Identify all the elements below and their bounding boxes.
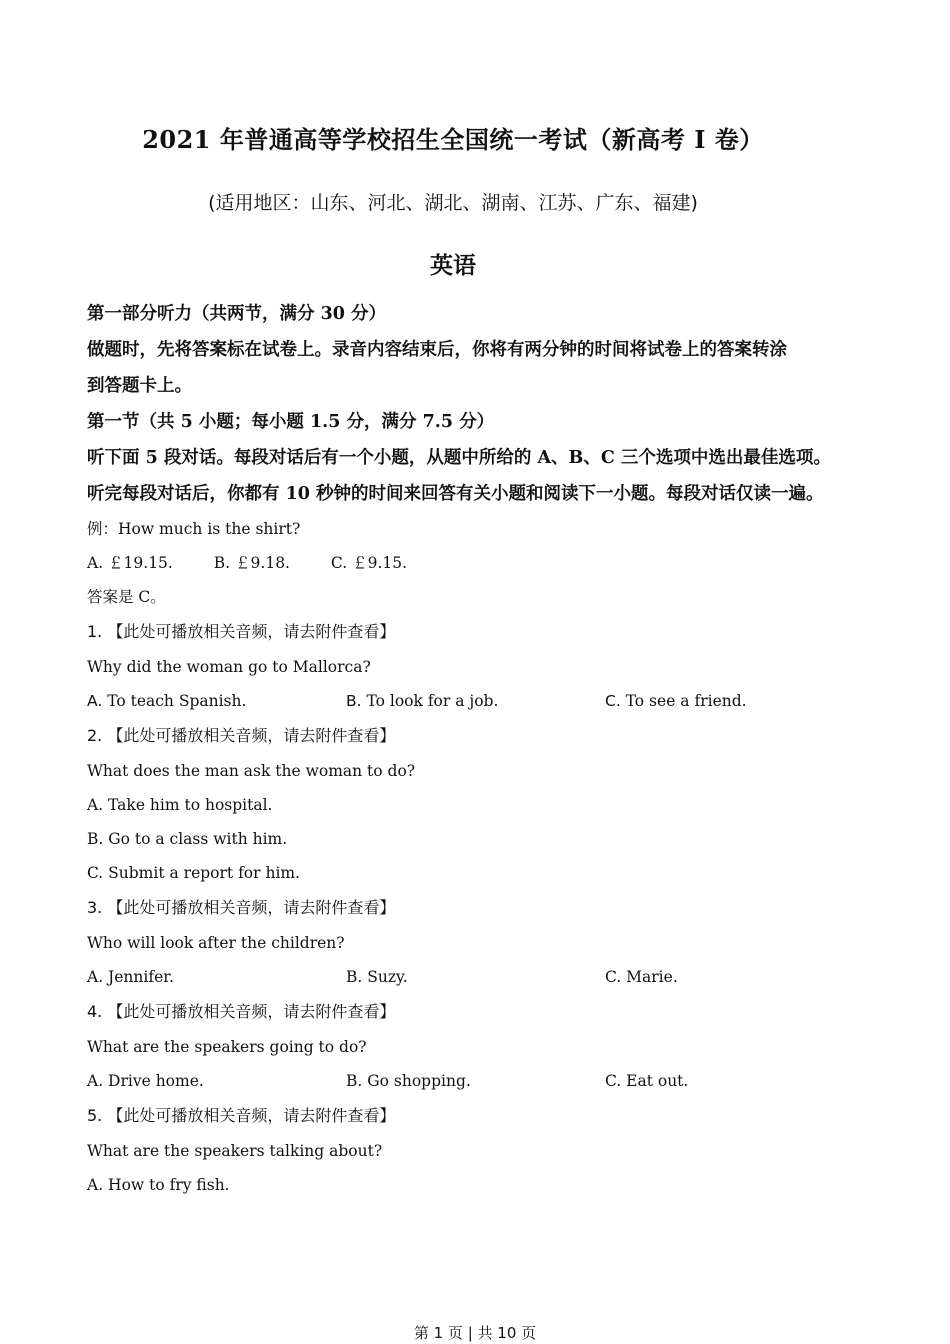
example-option-c: C. ￡9.15. [330,554,408,572]
option-text: To look for a job. [361,692,499,710]
question-4-options [87,1064,887,1098]
section1-heading: 第一节（共 5 小题；每小题 1.5 分，满分 7.5 分） [87,412,495,432]
question-1-option-b [346,684,605,718]
question-3-option-b: B. Suzy. [346,968,408,986]
option-letter: A. [87,692,103,710]
example-option-b: B. ￡9.18. [213,554,290,572]
example-question: 例：How much is the shirt? [87,520,301,538]
section1-instruction-line1: 听下面 5 段对话。每段对话后有一个小题，从题中所给的 A、B、C 三个选项中选出最佳选项。 [87,448,831,468]
example-options [87,546,887,580]
part1-block [87,296,887,512]
subject-title: 英语 [430,252,476,279]
question-2-option-a: A. Take him to hospital. [87,796,273,814]
question-5-text: What are the speakers talking about? [87,1142,383,1160]
page-title: 2021 年普通高等学校招生全国统一考试（新高考 I 卷） [142,125,764,154]
question-4-option-c: C. Eat out. [605,1072,689,1090]
question-2-text: What does the man ask the woman to do? [87,762,416,780]
question-3-option-a: A. Jennifer. [87,968,174,986]
option-letter: C. [605,692,621,710]
question-3-option-c: C. Marie. [605,968,678,986]
question-1-text: Why did the woman go to Mallorca? [87,658,371,676]
section1-instruction-line2: 听完每段对话后，你都有 10 秒钟的时间来回答有关小题和阅读下一小题。每段对话仅读一遍。 [87,484,824,504]
question-4-option-b: B. Go shopping. [346,1072,471,1090]
question-1-option-c [605,684,864,718]
question-4-text: What are the speakers going to do? [87,1038,367,1056]
part1-heading: 第一部分听力（共两节，满分 30 分） [87,304,387,324]
question-5-audio-note: 5. 【此处可播放相关音频，请去附件查看】 [87,1106,396,1125]
page-footer: 第 1 页 | 共 10 页 [413,1324,537,1342]
exam-content [87,296,887,1202]
question-3-audio-note: 3. 【此处可播放相关音频，请去附件查看】 [87,898,396,917]
example-option-a: A. ￡19.15. [87,554,173,572]
question-5-option-a: A. How to fry fish. [87,1176,230,1194]
option-text: To see a friend. [620,692,747,710]
question-3-options [87,960,887,994]
question-2-audio-note: 2. 【此处可播放相关音频，请去附件查看】 [87,726,396,745]
example-answer: 答案是 C。 [87,588,166,606]
part1-instruction-line1: 做题时，先将答案标在试卷上。录音内容结束后，你将有两分钟的时间将试卷上的答案转涂 [87,340,787,360]
question-2-option-b: B. Go to a class with him. [87,830,288,848]
question-4-option-a: A. Drive home. [87,1072,204,1090]
question-4-audio-note: 4. 【此处可播放相关音频，请去附件查看】 [87,1002,396,1021]
region-note: (适用地区：山东、河北、湖北、湖南、江苏、广东、福建) [208,192,698,214]
question-2-option-c: C. Submit a report for him. [87,864,301,882]
question-1-options [87,684,887,718]
part1-instruction-line2: 到答题卡上。 [87,376,192,396]
question-1-option-a [87,684,346,718]
question-3-text: Who will look after the children? [87,934,345,952]
option-text: To teach Spanish. [102,692,247,710]
question-1-audio-note: 1. 【此处可播放相关音频，请去附件查看】 [87,622,396,641]
option-letter: B. [346,692,362,710]
